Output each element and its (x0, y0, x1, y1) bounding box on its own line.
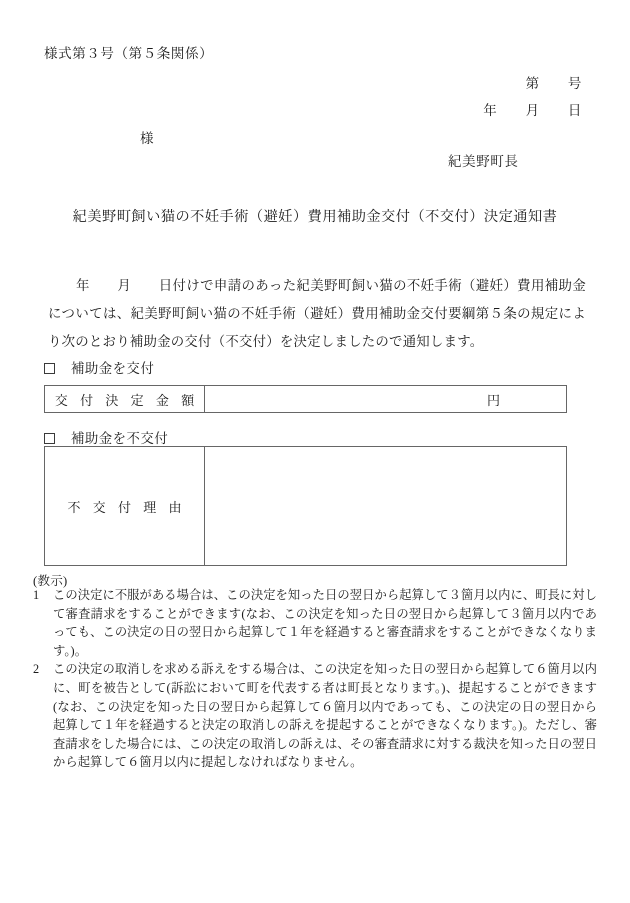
body-paragraph: 年 月 日付けで申請のあった紀美野町飼い猫の不妊手術（避妊）費用補助金については、紀美野町飼い猫の不妊手術（避妊）費用補助金交付要綱第５条の規定により次のとおり補助金の交付（不交付）を決定しましたので通知します。 (48, 278, 586, 349)
page-title: 紀美野町飼い猫の不妊手術（避妊）費用補助金交付（不交付）決定通知書 (72, 209, 558, 225)
checkbox-icon[interactable] (44, 433, 55, 444)
grant-amount-table (44, 385, 567, 413)
grant-checkbox-row[interactable] (44, 358, 154, 377)
grant-checkbox-label: 補助金を交付 (71, 361, 155, 376)
deny-reason-value[interactable] (205, 447, 567, 566)
note-marker: 2 (33, 662, 40, 677)
document-date-field: 年 月 日 (483, 103, 582, 118)
addressee-field: 様 (140, 131, 155, 146)
form-number: 様式第３号（第５条関係） (44, 46, 214, 61)
deny-checkbox-row[interactable] (44, 428, 168, 447)
grant-amount-value[interactable]: 円 (205, 386, 567, 413)
note-text: この決定の取消しを求める訴えをする場合は、この決定を知った日の翌日から起算して６箇月以内に、町を被告として(訴訟において町を代表する者は町長となります。)、提起することができます(なお、この決定を知った日の翌日から起算して６箇月以内であっても、この決定の日の翌日から起算して１年を経過すると決定の取消しの訴えを提起することができなくなります。)。ただし、審査請求をした場合には、この決定の取消しの訴えは、その審査請求に対する裁決を知った日の翌日から起算して６箇月以内に提起しなければなりません。 (53, 662, 597, 770)
note-marker: 1 (33, 588, 40, 602)
notes-heading: (教示) (33, 574, 68, 588)
checkbox-icon[interactable] (44, 363, 55, 374)
deny-reason-label: 不 交 付 理 由 (45, 447, 205, 566)
table-row (45, 447, 567, 566)
notes-list (33, 586, 597, 772)
deny-checkbox-label: 補助金を不交付 (71, 431, 169, 446)
issuer-name: 紀美野町長 (448, 154, 519, 169)
deny-reason-table (44, 446, 567, 566)
list-item (33, 586, 597, 660)
grant-amount-label: 交 付 決 定 金 額 (45, 386, 205, 413)
note-text: この決定に不服がある場合は、この決定を知った日の翌日から起算して３箇月以内に、町長に対して審査請求をすることができます(なお、この決定を知った日の翌日から起算して３箇月以内であっても、この決定の日の翌日から起算して１年を経過すると審査請求をすることができなくなります。)。 (53, 588, 597, 658)
table-row (45, 386, 567, 413)
list-item (33, 660, 597, 772)
document-number-field: 第 号 (525, 76, 582, 91)
